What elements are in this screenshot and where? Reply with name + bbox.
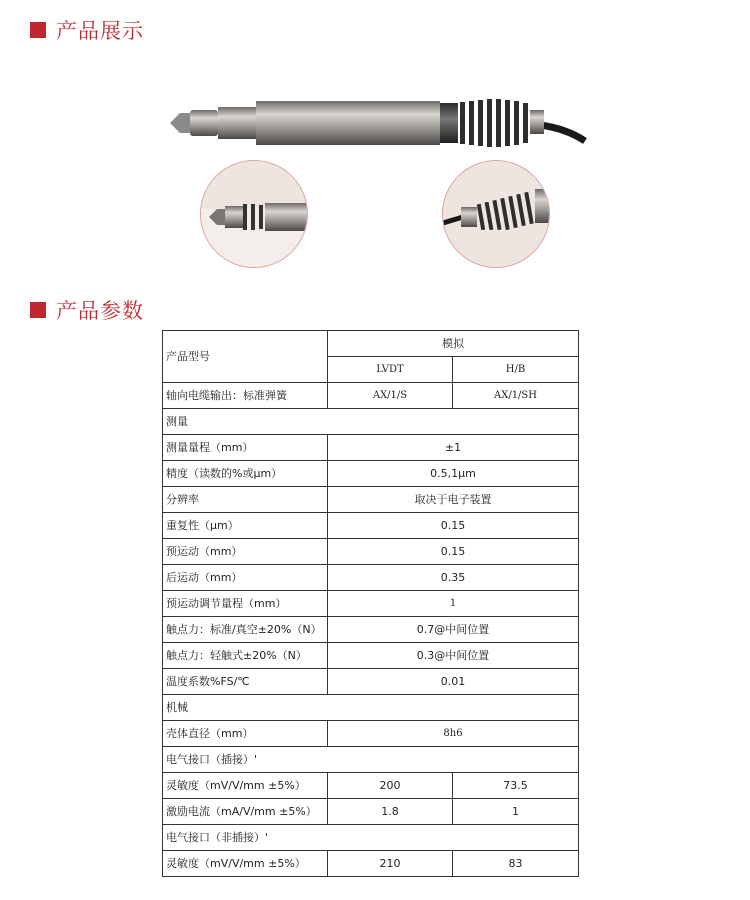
- param-value-hb-cell: 83: [453, 851, 579, 877]
- param-label-cell: 重复性（μm）: [163, 513, 328, 539]
- table-row: [163, 851, 579, 877]
- analog-header-cell: 模拟: [328, 331, 579, 357]
- table-row: [163, 435, 579, 461]
- param-value-lvdt-cell: 1.8: [328, 799, 453, 825]
- param-value-cell: 0.7@中间位置: [328, 617, 579, 643]
- detail-circle-probe-tip: [200, 160, 308, 268]
- table-row: [163, 643, 579, 669]
- hb-header-cell: H/B: [453, 357, 579, 383]
- lvdt-header-cell: LVDT: [328, 357, 453, 383]
- param-label-cell: 灵敏度（mV/V/mm ±5%）: [163, 851, 328, 877]
- header-square-icon: [30, 22, 46, 38]
- param-label-cell: 分辨率: [163, 487, 328, 513]
- table-row: [163, 825, 579, 851]
- param-value-hb-cell: 1: [453, 799, 579, 825]
- param-value-cell: 0.01: [328, 669, 579, 695]
- display-section-title: 产品展示: [56, 19, 144, 43]
- param-value-cell: 0.3@中间位置: [328, 643, 579, 669]
- product-images: [160, 85, 590, 275]
- param-value-cell: 0.15: [328, 539, 579, 565]
- display-section-header: [30, 15, 144, 45]
- table-row: [163, 513, 579, 539]
- model-label-cell: 产品型号: [163, 331, 328, 383]
- param-label-cell: 测量量程（mm）: [163, 435, 328, 461]
- param-label-cell: 轴向电缆输出：标准弹簧: [163, 383, 328, 409]
- param-label-cell: 精度（读数的%或μm）: [163, 461, 328, 487]
- param-label-cell: 壳体直径（mm）: [163, 721, 328, 747]
- params-section-title: 产品参数: [56, 299, 144, 323]
- table-row: [163, 773, 579, 799]
- table-row: [163, 539, 579, 565]
- section-label-cell: 机械: [163, 695, 579, 721]
- param-value-cell: 0.15: [328, 513, 579, 539]
- param-value-hb-cell: 73.5: [453, 773, 579, 799]
- table-row: [163, 617, 579, 643]
- detail-circle-cable-spring: [442, 160, 550, 268]
- spec-table: [162, 330, 579, 877]
- section-label-cell: 电气接口（非插接）': [163, 825, 579, 851]
- param-label-cell: 激励电流（mA/V/mm ±5%）: [163, 799, 328, 825]
- param-value-cell: 8h6: [328, 721, 579, 747]
- param-label-cell: 预运动调节量程（mm）: [163, 591, 328, 617]
- sensor-probe-image: [160, 85, 590, 155]
- section-label-cell: 电气接口（插接）': [163, 747, 579, 773]
- table-row: [163, 695, 579, 721]
- param-value-cell: 0.35: [328, 565, 579, 591]
- table-row: [163, 461, 579, 487]
- param-value-cell: 0.5,1μm: [328, 461, 579, 487]
- params-section-header: [30, 295, 144, 325]
- param-value-lvdt-cell: AX/1/S: [328, 383, 453, 409]
- section-label-cell: 测量: [163, 409, 579, 435]
- param-value-cell: 取决于电子装置: [328, 487, 579, 513]
- param-label-cell: 触点力：标准/真空±20%（N）: [163, 617, 328, 643]
- table-row: [163, 565, 579, 591]
- table-row: [163, 721, 579, 747]
- param-value-cell: ±1: [328, 435, 579, 461]
- header-square-icon: [30, 302, 46, 318]
- param-value-lvdt-cell: 210: [328, 851, 453, 877]
- param-label-cell: 触点力：轻触式±20%（N）: [163, 643, 328, 669]
- param-value-hb-cell: AX/1/SH: [453, 383, 579, 409]
- table-row: [163, 669, 579, 695]
- table-row: [163, 591, 579, 617]
- table-row: [163, 383, 579, 409]
- param-value-cell: 1: [328, 591, 579, 617]
- table-row: [163, 487, 579, 513]
- param-value-lvdt-cell: 200: [328, 773, 453, 799]
- param-label-cell: 温度系数%FS/℃: [163, 669, 328, 695]
- table-row: [163, 331, 579, 357]
- table-row: [163, 409, 579, 435]
- param-label-cell: 灵敏度（mV/V/mm ±5%）: [163, 773, 328, 799]
- param-label-cell: 后运动（mm）: [163, 565, 328, 591]
- table-row: [163, 747, 579, 773]
- table-row: [163, 799, 579, 825]
- param-label-cell: 预运动（mm）: [163, 539, 328, 565]
